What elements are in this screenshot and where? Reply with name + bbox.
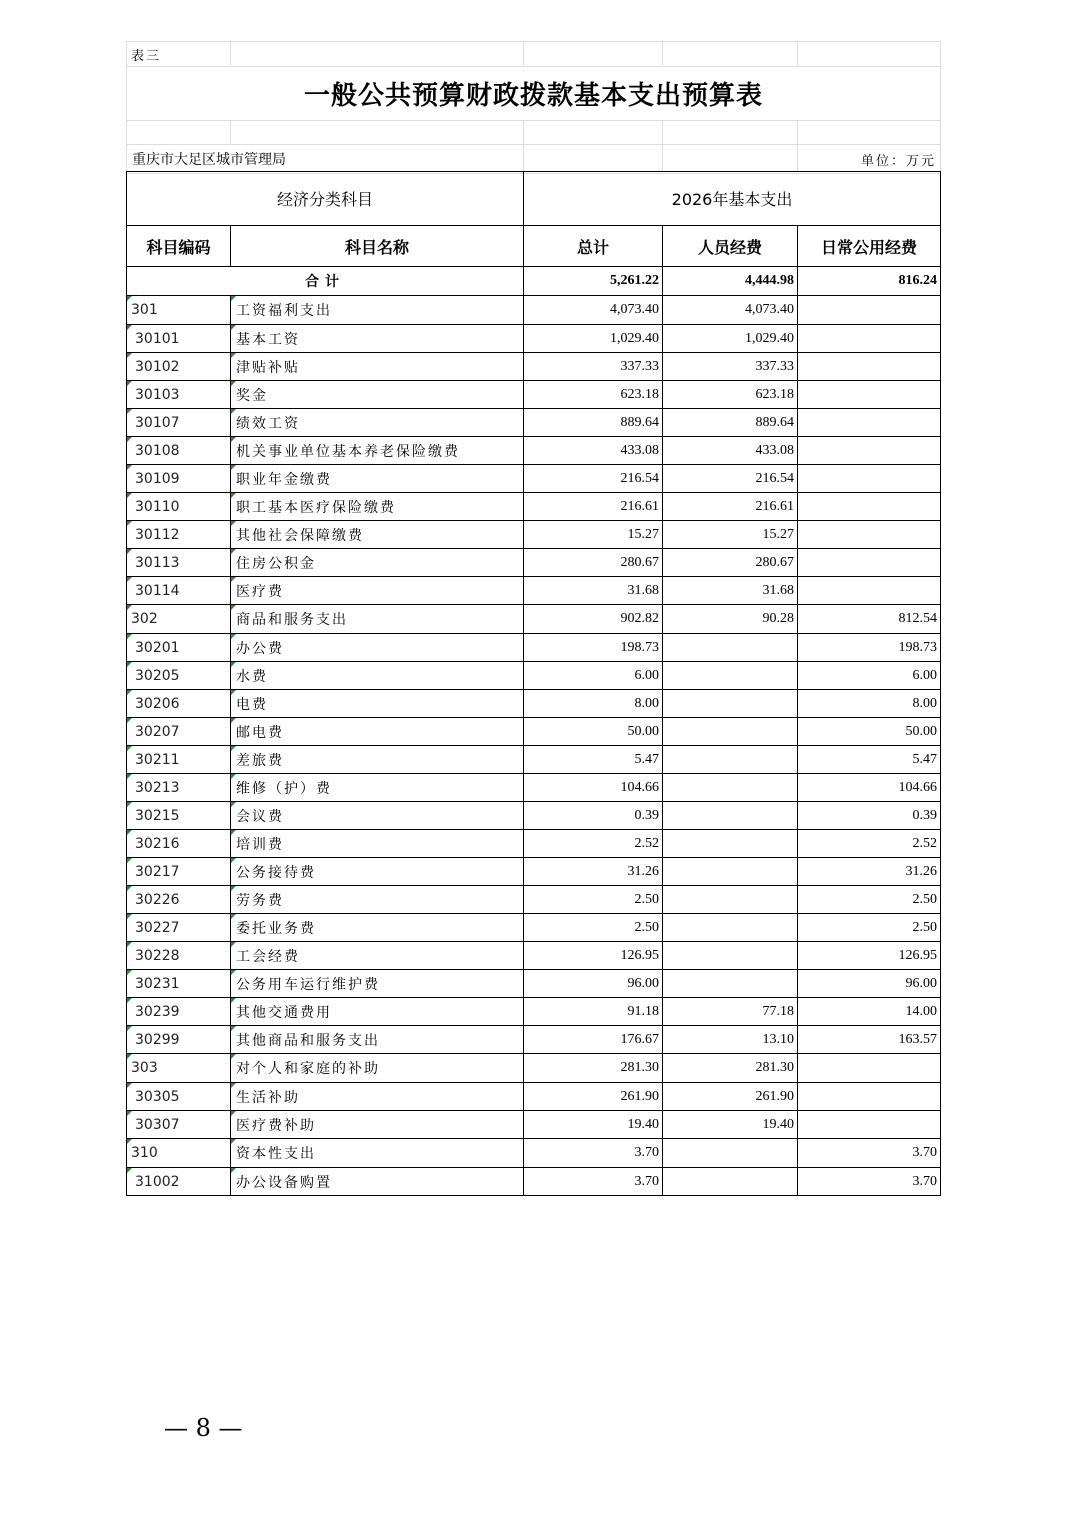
row-code: 30114 [127,577,231,605]
row-total: 176.67 [524,1026,663,1054]
row-name: 对个人和家庭的补助 [231,1054,524,1083]
row-total: 96.00 [524,970,663,998]
table-row [127,1083,941,1111]
row-public: 3.70 [798,1168,941,1196]
row-code: 301 [127,296,231,325]
row-code: 30205 [127,662,231,690]
row-total: 91.18 [524,998,663,1026]
header-public: 日常公用经费 [798,226,941,267]
row-code: 30239 [127,998,231,1026]
budget-table [126,171,941,1196]
row-code: 30101 [127,325,231,353]
row-public [798,465,941,493]
row-personnel [663,746,798,774]
row-personnel [663,942,798,970]
header-total: 总计 [524,226,663,267]
row-public [798,437,941,465]
row-total: 15.27 [524,521,663,549]
row-personnel [663,802,798,830]
row-code: 30103 [127,381,231,409]
table-row [127,942,941,970]
row-personnel: 15.27 [663,521,798,549]
row-public [798,521,941,549]
row-code: 30231 [127,970,231,998]
table-row [127,1026,941,1054]
row-total: 623.18 [524,381,663,409]
row-code: 30211 [127,746,231,774]
row-public: 6.00 [798,662,941,690]
row-public: 163.57 [798,1026,941,1054]
row-public [798,549,941,577]
table-row [127,970,941,998]
row-name: 职工基本医疗保险缴费 [231,493,524,521]
row-public [798,1083,941,1111]
title-block [126,41,941,174]
row-name: 水费 [231,662,524,690]
row-name: 商品和服务支出 [231,605,524,634]
row-code: 30227 [127,914,231,942]
row-total: 31.68 [524,577,663,605]
row-total: 3.70 [524,1139,663,1168]
row-name: 工资福利支出 [231,296,524,325]
table-row [127,465,941,493]
row-name: 其他商品和服务支出 [231,1026,524,1054]
row-name: 公务用车运行维护费 [231,970,524,998]
row-public [798,493,941,521]
total-label: 合计 [127,267,524,296]
header-econ-class: 经济分类科目 [127,172,524,226]
row-name: 维修（护）费 [231,774,524,802]
table-row [127,325,941,353]
row-personnel: 216.61 [663,493,798,521]
row-code: 30215 [127,802,231,830]
row-code: 31002 [127,1168,231,1196]
table-row [127,605,941,634]
row-name: 基本工资 [231,325,524,353]
row-total: 3.70 [524,1168,663,1196]
row-name: 委托业务费 [231,914,524,942]
row-name: 会议费 [231,802,524,830]
row-code: 30226 [127,886,231,914]
total-row [127,267,941,296]
row-personnel [663,634,798,662]
row-personnel: 623.18 [663,381,798,409]
row-public [798,296,941,325]
row-code: 30307 [127,1111,231,1139]
row-name: 劳务费 [231,886,524,914]
row-name: 医疗费 [231,577,524,605]
table-row [127,521,941,549]
row-name: 公务接待费 [231,858,524,886]
header-code: 科目编码 [127,226,231,267]
row-total: 902.82 [524,605,663,634]
row-name: 培训费 [231,830,524,858]
table-row [127,746,941,774]
row-public: 104.66 [798,774,941,802]
unit-label: 单位：万元 [798,145,941,174]
row-total: 5.47 [524,746,663,774]
row-personnel: 90.28 [663,605,798,634]
row-public [798,381,941,409]
row-public: 14.00 [798,998,941,1026]
row-public: 96.00 [798,970,941,998]
row-personnel: 77.18 [663,998,798,1026]
header-year-basic: 2026年基本支出 [524,172,941,226]
row-total: 2.52 [524,830,663,858]
table-row [127,1168,941,1196]
row-code: 303 [127,1054,231,1083]
row-code: 30305 [127,1083,231,1111]
row-public: 0.39 [798,802,941,830]
row-code: 30207 [127,718,231,746]
page-title: 一般公共预算财政拨款基本支出预算表 [127,67,941,121]
row-personnel [663,718,798,746]
row-personnel: 337.33 [663,353,798,381]
row-public: 198.73 [798,634,941,662]
row-public: 3.70 [798,1139,941,1168]
row-name: 电费 [231,690,524,718]
row-total: 261.90 [524,1083,663,1111]
row-total: 216.61 [524,493,663,521]
table-row [127,1111,941,1139]
row-code: 30102 [127,353,231,381]
row-personnel [663,1139,798,1168]
row-name: 绩效工资 [231,409,524,437]
row-name: 职业年金缴费 [231,465,524,493]
row-code: 30201 [127,634,231,662]
row-public: 2.50 [798,914,941,942]
header-personnel: 人员经费 [663,226,798,267]
row-personnel: 19.40 [663,1111,798,1139]
row-public: 8.00 [798,690,941,718]
row-personnel [663,970,798,998]
row-code: 30108 [127,437,231,465]
row-personnel [663,830,798,858]
row-personnel [663,1168,798,1196]
row-personnel: 1,029.40 [663,325,798,353]
row-public [798,353,941,381]
table-row [127,718,941,746]
row-name: 其他社会保障缴费 [231,521,524,549]
row-code: 30299 [127,1026,231,1054]
row-personnel: 261.90 [663,1083,798,1111]
row-total: 433.08 [524,437,663,465]
department-name: 重庆市大足区城市管理局 [127,145,524,174]
row-code: 30228 [127,942,231,970]
row-personnel [663,914,798,942]
table-row [127,353,941,381]
row-total: 216.54 [524,465,663,493]
table-row [127,886,941,914]
row-total: 2.50 [524,914,663,942]
row-code: 30112 [127,521,231,549]
row-code: 30110 [127,493,231,521]
row-total: 19.40 [524,1111,663,1139]
table-row [127,577,941,605]
row-public [798,1054,941,1083]
row-personnel [663,858,798,886]
table-row [127,1139,941,1168]
table-label: 表三 [127,42,231,67]
row-public: 5.47 [798,746,941,774]
row-code: 30213 [127,774,231,802]
row-total: 8.00 [524,690,663,718]
row-code: 30206 [127,690,231,718]
row-personnel [663,662,798,690]
row-personnel [663,774,798,802]
row-total: 337.33 [524,353,663,381]
row-name: 差旅费 [231,746,524,774]
row-code: 30216 [127,830,231,858]
table-row [127,493,941,521]
row-total: 889.64 [524,409,663,437]
row-total: 281.30 [524,1054,663,1083]
row-code: 30113 [127,549,231,577]
row-public [798,577,941,605]
row-personnel [663,690,798,718]
page-number: — 8 — [164,1414,243,1442]
row-personnel: 4,073.40 [663,296,798,325]
row-personnel [663,886,798,914]
table-row [127,1054,941,1083]
row-total: 1,029.40 [524,325,663,353]
row-total: 104.66 [524,774,663,802]
row-code: 310 [127,1139,231,1168]
table-row [127,914,941,942]
row-name: 其他交通费用 [231,998,524,1026]
table-row [127,690,941,718]
table-row [127,634,941,662]
row-public [798,1111,941,1139]
row-total: 2.50 [524,886,663,914]
total-total: 5,261.22 [524,267,663,296]
row-total: 4,073.40 [524,296,663,325]
row-code: 30107 [127,409,231,437]
row-code: 302 [127,605,231,634]
row-name: 生活补助 [231,1083,524,1111]
table-row [127,296,941,325]
table-row [127,998,941,1026]
total-public: 816.24 [798,267,941,296]
row-total: 6.00 [524,662,663,690]
row-public: 126.95 [798,942,941,970]
row-total: 50.00 [524,718,663,746]
row-name: 邮电费 [231,718,524,746]
table-row [127,774,941,802]
table-row [127,549,941,577]
row-name: 医疗费补助 [231,1111,524,1139]
row-personnel: 433.08 [663,437,798,465]
table-row [127,830,941,858]
table-row [127,802,941,830]
header-name: 科目名称 [231,226,524,267]
row-name: 工会经费 [231,942,524,970]
row-public: 812.54 [798,605,941,634]
row-personnel: 13.10 [663,1026,798,1054]
table-row [127,858,941,886]
row-personnel: 281.30 [663,1054,798,1083]
row-total: 126.95 [524,942,663,970]
row-total: 280.67 [524,549,663,577]
row-public [798,325,941,353]
row-total: 0.39 [524,802,663,830]
row-personnel: 31.68 [663,577,798,605]
row-public: 31.26 [798,858,941,886]
row-code: 30217 [127,858,231,886]
row-name: 津贴补贴 [231,353,524,381]
row-name: 奖金 [231,381,524,409]
row-public: 2.52 [798,830,941,858]
table-row [127,381,941,409]
row-total: 198.73 [524,634,663,662]
row-code: 30109 [127,465,231,493]
table-row [127,662,941,690]
row-name: 资本性支出 [231,1139,524,1168]
total-personnel: 4,444.98 [663,267,798,296]
row-total: 31.26 [524,858,663,886]
row-public [798,409,941,437]
row-personnel: 280.67 [663,549,798,577]
row-name: 办公费 [231,634,524,662]
row-personnel: 216.54 [663,465,798,493]
row-name: 住房公积金 [231,549,524,577]
row-public: 2.50 [798,886,941,914]
row-public: 50.00 [798,718,941,746]
row-personnel: 889.64 [663,409,798,437]
table-row [127,409,941,437]
row-name: 机关事业单位基本养老保险缴费 [231,437,524,465]
table-row [127,437,941,465]
row-name: 办公设备购置 [231,1168,524,1196]
